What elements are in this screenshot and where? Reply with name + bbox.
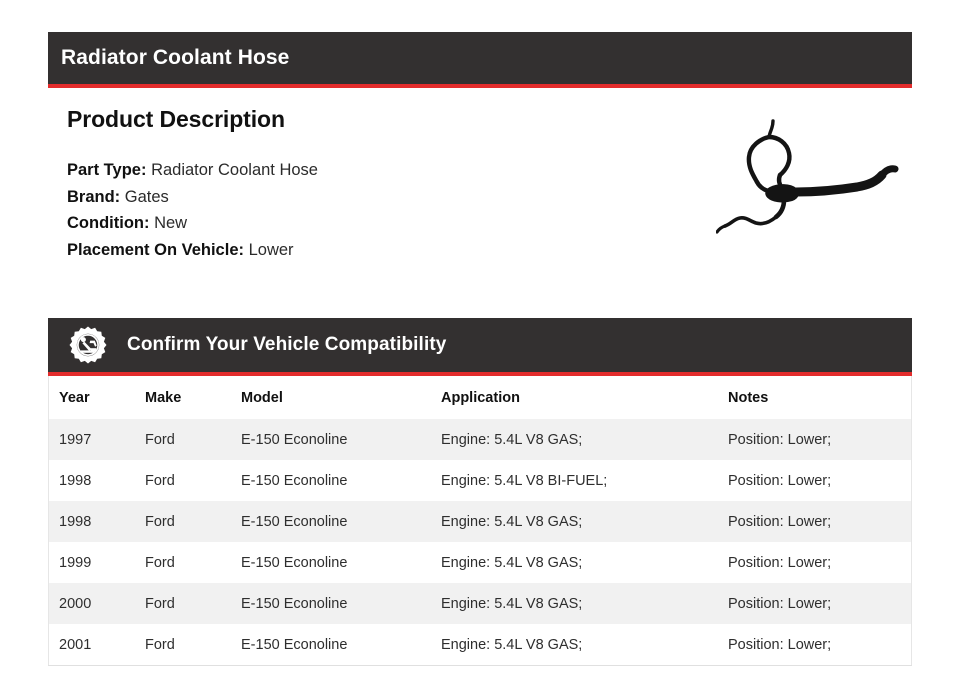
page-title: Radiator Coolant Hose — [61, 46, 290, 69]
cell-year: 1998 — [59, 473, 92, 489]
column-header-notes: Notes — [728, 376, 912, 419]
cell-application: Engine: 5.4L V8 GAS; — [441, 637, 583, 653]
table-row — [49, 583, 912, 624]
column-header-application: Application — [441, 376, 728, 419]
column-header-make: Make — [145, 376, 241, 419]
cell-notes: Position: Lower; — [728, 432, 832, 448]
cell-make: Ford — [145, 514, 175, 530]
fitment-table-body — [49, 419, 912, 666]
table-row — [49, 501, 912, 542]
column-header-year: Year — [49, 376, 146, 419]
fitment-table-head — [49, 376, 912, 419]
cell-application: Engine: 5.4L V8 GAS; — [441, 432, 583, 448]
cell-year: 1997 — [59, 432, 92, 448]
cell-year: 1998 — [59, 514, 92, 530]
column-header-model: Model — [241, 376, 441, 419]
cell-make: Ford — [145, 596, 175, 612]
cell-model: E-150 Econoline — [241, 514, 348, 530]
table-row — [49, 624, 912, 666]
spec-label-part-type: Part Type: — [67, 161, 147, 179]
gear-wrench-icon — [68, 325, 108, 365]
product-image — [716, 112, 912, 244]
cell-application: Engine: 5.4L V8 BI-FUEL; — [441, 473, 608, 489]
product-description-heading: Product Description — [67, 106, 285, 132]
spec-label-placement: Placement On Vehicle: — [67, 240, 244, 259]
cell-notes: Position: Lower; — [728, 637, 832, 653]
table-header-row — [49, 376, 912, 419]
cell-year: 1999 — [59, 555, 92, 571]
table-row — [49, 542, 912, 583]
spec-value-condition: New — [154, 214, 188, 232]
cell-make: Ford — [145, 432, 175, 448]
product-title-banner — [48, 32, 912, 88]
product-description-section — [48, 106, 912, 276]
spec-value-brand: Gates — [124, 187, 169, 206]
compatibility-title: Confirm Your Vehicle Compatibility — [127, 334, 447, 355]
cell-make: Ford — [145, 637, 175, 653]
spec-value-part-type: Radiator Coolant Hose — [151, 161, 318, 179]
vehicle-compatibility-section — [48, 318, 912, 666]
cell-notes: Position: Lower; — [728, 514, 832, 530]
cell-model: E-150 Econoline — [241, 555, 348, 571]
fitment-table — [48, 376, 912, 666]
cell-notes: Position: Lower; — [728, 473, 832, 489]
cell-year: 2000 — [59, 596, 92, 612]
cell-notes: Position: Lower; — [728, 555, 832, 571]
cell-application: Engine: 5.4L V8 GAS; — [441, 596, 583, 612]
cell-model: E-150 Econoline — [241, 637, 348, 653]
listing-page — [48, 0, 912, 666]
cell-model: E-150 Econoline — [241, 596, 348, 612]
cell-application: Engine: 5.4L V8 GAS; — [441, 555, 583, 571]
cell-model: E-150 Econoline — [241, 432, 348, 448]
cell-notes: Position: Lower; — [728, 596, 832, 612]
table-row — [49, 419, 912, 460]
table-row — [49, 460, 912, 501]
cell-make: Ford — [145, 555, 175, 571]
cell-year: 2001 — [59, 637, 92, 653]
cell-model: E-150 Econoline — [241, 473, 348, 489]
compatibility-banner — [48, 318, 912, 376]
spec-label-brand: Brand: — [67, 187, 121, 206]
spec-value-placement: Lower — [248, 240, 294, 259]
cell-application: Engine: 5.4L V8 GAS; — [441, 514, 583, 530]
cell-make: Ford — [145, 473, 175, 489]
spec-label-condition: Condition: — [67, 214, 150, 232]
